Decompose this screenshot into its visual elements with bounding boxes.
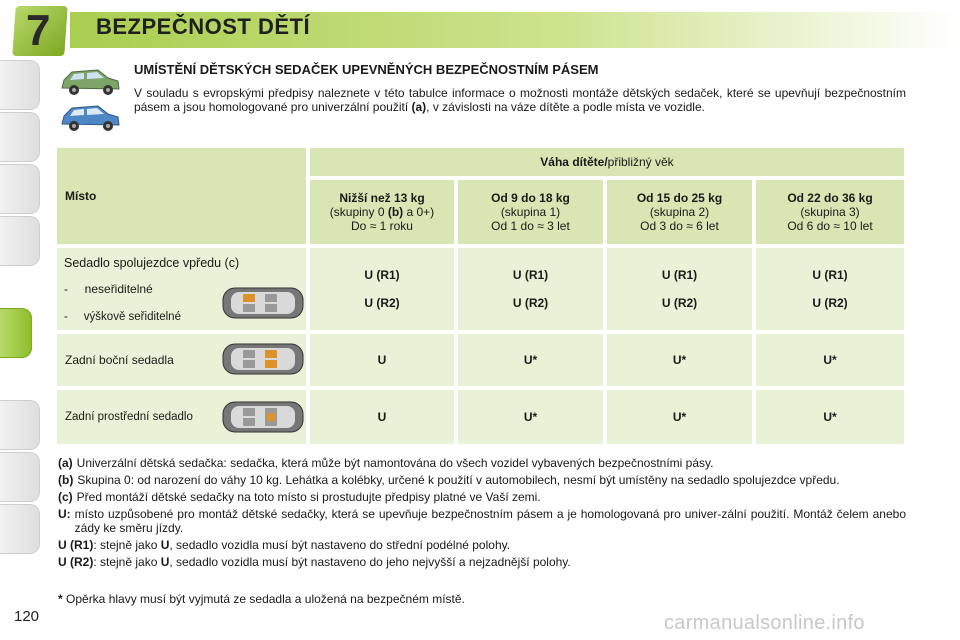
group-sub: (skupina 3) <box>800 205 860 219</box>
note-text-end: , sedadlo vozidla musí být nastaveno do střední podélné polohy. <box>169 538 511 552</box>
page-title: BEZPEČNOST DĚTÍ <box>96 14 311 39</box>
note-text: místo uzpůsobené pro montáž dětské sedačky, která se upevňuje bezpečnostním pásem a je homologovaná pro univer-zální použití. Montáž čelem anebo zády ke směru jízdy. <box>74 507 906 535</box>
group-title: Od 9 do 18 kg <box>491 191 570 205</box>
rear-side-cell-3: U* <box>756 334 904 386</box>
group-sub: (skupina 2) <box>649 205 710 219</box>
star-footnote <box>58 592 465 606</box>
rear-center-cell-3: U* <box>756 390 904 444</box>
section-title: UMÍSTĚNÍ DĚTSKÝCH SEDAČEK UPEVNĚNÝCH BEZPEČNOSTNÍM PÁSEM <box>134 62 599 77</box>
group-title: Nižší než 13 kg <box>339 191 425 205</box>
note-r2 <box>58 555 906 569</box>
chapter-tab[interactable] <box>0 400 40 450</box>
front-cell-2 <box>607 248 752 330</box>
car-green-icon <box>58 64 122 98</box>
front-value-r1: U (R1) <box>512 268 549 282</box>
footnote-text: Opěrka hlavy musí být vyjmutá ze sedadla a uložená na bezpečném místě. <box>62 592 465 606</box>
chapter-tab[interactable] <box>0 452 40 502</box>
note-b <box>58 473 906 487</box>
rear-center-cell-0: U <box>310 390 454 444</box>
note-bold: U <box>160 555 170 569</box>
note-text: Skupina 0: od narození do váhy 10 kg. Lehátka a kolébky, určené k použití v automobilech, nesmí být umístěny na sedadlo spolujezdce vpředu. <box>77 473 840 487</box>
front-value-r2: U (R2) <box>661 296 698 310</box>
note-key: U: <box>58 507 71 521</box>
footnotes <box>58 456 906 572</box>
seat-diagram-front-icon <box>221 284 305 322</box>
front-value-r2: U (R2) <box>812 296 848 310</box>
rear-side-cell-2: U* <box>607 334 752 386</box>
chapter-tab[interactable] <box>0 164 40 214</box>
seat-diagram-rear-side-icon <box>221 340 305 378</box>
note-a <box>58 456 906 470</box>
footnote-star: * <box>58 592 63 606</box>
note-text: Univerzální dětská sedačka: sedačka, která může být namontována do všech vozidel vybavených bezpečnostními pásy. <box>76 456 714 470</box>
group-age: Od 1 do ≈ 3 let <box>491 219 570 233</box>
chapter-tab-active[interactable] <box>0 308 32 358</box>
group-age: Od 3 do ≈ 6 let <box>640 219 719 233</box>
front-cell-0 <box>310 248 454 330</box>
page-number: 120 <box>14 608 40 625</box>
front-value-r2: U (R2) <box>364 296 400 310</box>
chapter-tab[interactable] <box>0 216 40 266</box>
front-seat-label: Sedadlo spolujezdce vpředu (c) <box>64 256 240 270</box>
note-key: U (R2) <box>58 555 94 569</box>
row-label-rear-center: Zadní prostřední sedadlo <box>57 390 306 444</box>
note-key: U (R1) <box>58 538 94 552</box>
group-title: Od 22 do 36 kg <box>787 191 873 205</box>
intro-mark: (a) <box>411 100 427 114</box>
note-u <box>58 507 906 535</box>
car-blue-icon <box>58 100 122 134</box>
row-label-rear-side: Zadní boční sedadla <box>57 334 306 386</box>
group-sub-bold: (b) <box>387 205 404 219</box>
chapter-number: 7 <box>26 6 51 55</box>
note-text: Před montáží dětské sedačky na toto místo si prostudujte předpisy platné ve Vaší zemi. <box>76 490 541 504</box>
rear-center-cell-1: U* <box>458 390 603 444</box>
group-header-2 <box>607 180 752 244</box>
note-key: (a) <box>58 456 73 470</box>
group-age: Do ≈ 1 roku <box>351 219 413 233</box>
front-value-r1: U (R1) <box>661 268 698 282</box>
group-header-3 <box>756 180 904 244</box>
note-text: : stejně jako <box>93 538 161 552</box>
note-key: (b) <box>58 473 74 487</box>
front-value-r2: U (R2) <box>512 296 549 310</box>
front-cell-1 <box>458 248 603 330</box>
group-title: Od 15 do 25 kg <box>636 191 723 205</box>
intro-paragraph <box>134 86 906 114</box>
group-age: Od 6 do ≈ 10 let <box>787 219 873 233</box>
front-seat-sub2: - výškově seřiditelné <box>64 311 181 323</box>
note-r1 <box>58 538 906 552</box>
note-text-end: , sedadlo vozidla musí být nastaveno do jeho nejvyšší a nejzadnější polohy. <box>169 555 571 569</box>
chapter-tabs <box>0 40 44 600</box>
intro-text: V souladu s evropskými předpisy naleznete v této tabulce informace o možnosti montáže dětských sedaček, které se upevňují bezpečnostním pásem a jsou homologované pro univerzální použití <box>134 86 906 114</box>
group-sub: (skupina 1) <box>500 205 561 219</box>
weight-header <box>310 148 904 176</box>
weight-header-rest: přibližný věk <box>607 155 674 169</box>
group-sub-end: a 0+) <box>403 205 435 219</box>
seat-diagram-rear-center-icon <box>221 398 305 436</box>
note-text: : stejně jako <box>93 555 161 569</box>
front-cell-3 <box>756 248 904 330</box>
chapter-tab[interactable] <box>0 112 40 162</box>
intro-text-end: , v závislosti na váze dítěte a podle místa ve vozidle. <box>426 100 705 114</box>
chapter-tab[interactable] <box>0 504 40 554</box>
front-seat-sub1: - neseřiditelné <box>64 282 153 296</box>
front-value-r1: U (R1) <box>812 268 848 282</box>
front-value-r1: U (R1) <box>364 268 400 282</box>
watermark: carmanualsonline.info <box>664 612 865 634</box>
note-bold: U <box>160 538 170 552</box>
group-header-1 <box>458 180 603 244</box>
note-key: (c) <box>58 490 73 504</box>
rear-center-cell-2: U* <box>607 390 752 444</box>
rear-side-cell-1: U* <box>458 334 603 386</box>
weight-header-bold: Váha dítěte/ <box>540 155 608 169</box>
chapter-tab[interactable] <box>0 60 40 110</box>
child-seat-table <box>57 148 904 444</box>
group-sub <box>330 205 434 219</box>
note-c <box>58 490 906 504</box>
group-header-0 <box>310 180 454 244</box>
group-sub-text: (skupiny 0 <box>329 205 388 219</box>
place-header: Místo <box>57 148 306 244</box>
rear-side-cell-0: U <box>310 334 454 386</box>
